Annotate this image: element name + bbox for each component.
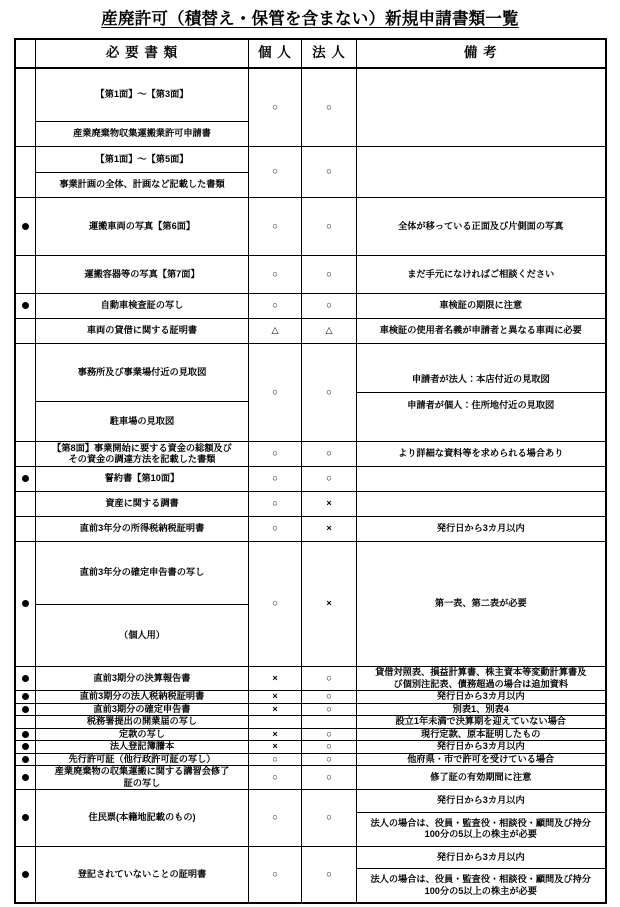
remarks-line: 法人の場合は、役員・監査役・相談役・顧問及び持分 100分の5以上の株主が必要 bbox=[370, 874, 591, 896]
document-name-cell: 運搬容器等の写真【第7面】 bbox=[36, 256, 249, 294]
row-bullet-marker bbox=[15, 147, 36, 198]
remarks-split bbox=[357, 368, 605, 418]
table-row bbox=[15, 344, 606, 442]
document-name-subrow bbox=[36, 542, 248, 604]
row-bullet-marker bbox=[15, 766, 36, 790]
row-bullet-marker bbox=[15, 691, 36, 704]
filled-circle-icon bbox=[22, 302, 29, 309]
individual-mark-cell: ○ bbox=[249, 68, 302, 147]
document-name-cell bbox=[36, 344, 249, 442]
row-bullet-marker bbox=[15, 667, 36, 691]
table-header bbox=[15, 39, 606, 68]
individual-mark-cell: × bbox=[249, 728, 302, 741]
corporation-mark-cell: ○ bbox=[302, 667, 357, 691]
individual-mark-cell: × bbox=[249, 667, 302, 691]
document-name-cell: 登記されていないことの証明書 bbox=[36, 846, 249, 903]
remarks-cell: 発行日から3カ月以内 bbox=[357, 691, 606, 704]
filled-circle-icon bbox=[22, 871, 29, 878]
remarks-cell: 車検証の期限に注意 bbox=[357, 294, 606, 319]
individual-mark-cell: ○ bbox=[249, 753, 302, 766]
corporation-mark-cell: △ bbox=[302, 319, 357, 344]
filled-circle-icon bbox=[22, 223, 29, 230]
remarks-subrow bbox=[357, 847, 605, 869]
corporation-mark-cell: × bbox=[302, 517, 357, 542]
document-name-line: 事業計画の全体、計画など記載した書類 bbox=[59, 179, 225, 189]
remarks-line: 申請者が個人：住所地付近の見取図 bbox=[407, 399, 555, 410]
document-name-cell: 【第8面】事業開始に要する資金の総額及び その資金の調達方法を記載した書類 bbox=[36, 442, 249, 467]
table-row bbox=[15, 790, 606, 847]
filled-circle-icon bbox=[22, 814, 29, 821]
document-name-split bbox=[36, 542, 248, 666]
filled-circle-icon bbox=[22, 675, 29, 682]
document-name-subrow bbox=[36, 604, 248, 666]
remarks-subrow bbox=[357, 393, 605, 418]
table-row bbox=[15, 492, 606, 517]
table-row bbox=[15, 256, 606, 294]
corporation-mark-cell: ○ bbox=[302, 147, 357, 198]
individual-mark-cell: ○ bbox=[249, 846, 302, 903]
table-row bbox=[15, 68, 606, 147]
document-name-line: 直前3年分の確定申告書の写し bbox=[36, 542, 248, 604]
row-bullet-marker bbox=[15, 846, 36, 903]
individual-mark-cell: ○ bbox=[249, 790, 302, 847]
row-bullet-marker bbox=[15, 492, 36, 517]
row-bullet-marker bbox=[15, 716, 36, 729]
document-name-cell: 車両の貸借に関する証明書 bbox=[36, 319, 249, 344]
column-header-remarks: 備 考 bbox=[357, 39, 606, 68]
document-name-cell bbox=[36, 147, 249, 198]
document-name-cell: 資産に関する調書 bbox=[36, 492, 249, 517]
individual-mark-cell: ○ bbox=[249, 147, 302, 198]
corporation-mark-cell: ○ bbox=[302, 753, 357, 766]
table-row bbox=[15, 467, 606, 492]
document-name-subrow bbox=[36, 121, 248, 146]
individual-mark-cell: ○ bbox=[249, 198, 302, 256]
individual-mark-cell: ○ bbox=[249, 542, 302, 667]
remarks-split bbox=[357, 847, 605, 903]
remarks-line: 申請者が法人：本店付近の見取図 bbox=[357, 368, 605, 393]
document-name-cell: 先行許可証（他行政許可証の写し） bbox=[36, 753, 249, 766]
remarks-cell bbox=[357, 846, 606, 903]
row-bullet-marker bbox=[15, 256, 36, 294]
individual-mark-cell: ○ bbox=[249, 442, 302, 467]
document-name-cell bbox=[36, 542, 249, 667]
row-bullet-marker bbox=[15, 68, 36, 147]
document-name-line: 事務所及び事業場付近の見取図 bbox=[36, 344, 248, 401]
row-bullet-marker bbox=[15, 703, 36, 716]
remarks-subrow bbox=[357, 368, 605, 393]
remarks-cell: 全体が移っている正面及び片側面の写真 bbox=[357, 198, 606, 256]
column-header-corporation: 法 人 bbox=[302, 39, 357, 68]
filled-circle-icon bbox=[22, 706, 29, 713]
corporation-mark-cell: ○ bbox=[302, 691, 357, 704]
remarks-cell bbox=[357, 467, 606, 492]
filled-circle-icon bbox=[22, 600, 29, 607]
document-name-subrow bbox=[36, 172, 248, 197]
row-bullet-marker bbox=[15, 790, 36, 847]
filled-circle-icon bbox=[22, 743, 29, 750]
document-name-line: （個人用） bbox=[119, 629, 165, 640]
corporation-mark-cell: ○ bbox=[302, 790, 357, 847]
individual-mark-cell: ○ bbox=[249, 294, 302, 319]
document-name-cell: 直前3年分の所得税納税証明書 bbox=[36, 517, 249, 542]
page-title bbox=[0, 0, 620, 33]
remarks-cell: 修了証の有効期間に注意 bbox=[357, 766, 606, 790]
row-bullet-marker bbox=[15, 442, 36, 467]
page-title-text: 産廃許可（積替え・保管を含まない）新規申請書類一覧 bbox=[101, 10, 519, 28]
row-bullet-marker bbox=[15, 319, 36, 344]
corporation-mark-cell: ○ bbox=[302, 728, 357, 741]
remarks-cell: 別表1、別表4 bbox=[357, 703, 606, 716]
table-row bbox=[15, 294, 606, 319]
table-row bbox=[15, 319, 606, 344]
remarks-cell: 他府県・市で許可を受けている場合 bbox=[357, 753, 606, 766]
remarks-cell bbox=[357, 790, 606, 847]
individual-mark-cell: × bbox=[249, 691, 302, 704]
remarks-cell: より詳細な資料等を求められる場合あり bbox=[357, 442, 606, 467]
row-bullet-marker bbox=[15, 753, 36, 766]
document-name-split bbox=[36, 344, 248, 441]
individual-mark-cell: ○ bbox=[249, 344, 302, 442]
corporation-mark-cell: ○ bbox=[302, 467, 357, 492]
remarks-cell: まだ手元になければご相談ください bbox=[357, 256, 606, 294]
remarks-cell bbox=[357, 344, 606, 442]
remarks-line: 発行日から3カ月以内 bbox=[357, 847, 605, 869]
individual-mark-cell: ○ bbox=[249, 766, 302, 790]
document-name-cell: 法人登記簿謄本 bbox=[36, 741, 249, 754]
remarks-cell bbox=[357, 492, 606, 517]
remarks-cell: 発行日から3カ月以内 bbox=[357, 517, 606, 542]
document-name-cell: 産業廃棄物の収集運搬に関する講習会修了 証の写し bbox=[36, 766, 249, 790]
row-bullet-marker bbox=[15, 728, 36, 741]
requirements-table bbox=[14, 38, 607, 904]
row-bullet-marker bbox=[15, 294, 36, 319]
filled-circle-icon bbox=[22, 731, 29, 738]
table-row bbox=[15, 728, 606, 741]
document-name-cell bbox=[36, 68, 249, 147]
row-bullet-marker bbox=[15, 467, 36, 492]
remarks-cell: 発行日から3カ月以内 bbox=[357, 741, 606, 754]
individual-mark-cell: ○ bbox=[249, 517, 302, 542]
document-name-subrow bbox=[36, 69, 248, 121]
corporation-mark-cell: ○ bbox=[302, 766, 357, 790]
row-bullet-marker bbox=[15, 198, 36, 256]
corporation-mark-cell: ○ bbox=[302, 442, 357, 467]
corporation-mark-cell: ○ bbox=[302, 198, 357, 256]
document-name-split bbox=[36, 147, 248, 197]
corporation-mark-cell: × bbox=[302, 492, 357, 517]
document-name-cell: 直前3期分の法人税納税証明書 bbox=[36, 691, 249, 704]
remarks-cell bbox=[357, 68, 606, 147]
document-name-line: 駐車場の見取図 bbox=[109, 415, 175, 426]
column-header-individual: 個 人 bbox=[249, 39, 302, 68]
individual-mark-cell: × bbox=[249, 741, 302, 754]
row-bullet-marker bbox=[15, 542, 36, 667]
document-name-cell: 住民票(本籍地記載のもの) bbox=[36, 790, 249, 847]
individual-mark-cell bbox=[249, 716, 302, 729]
corporation-mark-cell: ○ bbox=[302, 344, 357, 442]
document-name-cell: 直前3期分の決算報告書 bbox=[36, 667, 249, 691]
document-name-line: 【第1面】～【第3面】 bbox=[36, 69, 248, 121]
row-bullet-marker bbox=[15, 741, 36, 754]
document-name-subrow bbox=[36, 401, 248, 441]
document-name-subrow bbox=[36, 147, 248, 172]
table-row bbox=[15, 691, 606, 704]
corporation-mark-cell: ○ bbox=[302, 741, 357, 754]
corporation-mark-cell: ○ bbox=[302, 68, 357, 147]
document-name-cell: 直前3期分の確定申告書 bbox=[36, 703, 249, 716]
remarks-subrow bbox=[357, 869, 605, 903]
table-row bbox=[15, 198, 606, 256]
corporation-mark-cell bbox=[302, 716, 357, 729]
document-name-cell: 定款の写し bbox=[36, 728, 249, 741]
document-name-subrow bbox=[36, 344, 248, 401]
table-row bbox=[15, 846, 606, 903]
table-row bbox=[15, 741, 606, 754]
table-row bbox=[15, 667, 606, 691]
filled-circle-icon bbox=[22, 774, 29, 781]
table-row bbox=[15, 147, 606, 198]
filled-circle-icon bbox=[22, 756, 29, 763]
table-row bbox=[15, 766, 606, 790]
document-name-cell: 税務署提出の開業届の写し bbox=[36, 716, 249, 729]
corporation-mark-cell: ○ bbox=[302, 846, 357, 903]
remarks-cell: 貸借対照表、損益計算書、株主資本等変動計算書及 び個別注記表、債務超過の場合は追加資料 bbox=[357, 667, 606, 691]
document-name-cell: 自動車検査証の写し bbox=[36, 294, 249, 319]
column-header-documents: 必 要 書 類 bbox=[36, 39, 249, 68]
individual-mark-cell: ○ bbox=[249, 467, 302, 492]
table-row bbox=[15, 703, 606, 716]
corporation-mark-cell: ○ bbox=[302, 256, 357, 294]
filled-circle-icon bbox=[22, 693, 29, 700]
document-name-cell: 誓約書【第10面】 bbox=[36, 467, 249, 492]
individual-mark-cell: ○ bbox=[249, 492, 302, 517]
corporation-mark-cell: × bbox=[302, 542, 357, 667]
table-row bbox=[15, 542, 606, 667]
individual-mark-cell: △ bbox=[249, 319, 302, 344]
remarks-cell: 現行定款、原本証明したもの bbox=[357, 728, 606, 741]
remarks-cell: 設立1年未満で決算期を迎えていない場合 bbox=[357, 716, 606, 729]
remarks-cell bbox=[357, 147, 606, 198]
row-bullet-marker bbox=[15, 344, 36, 442]
row-bullet-marker bbox=[15, 517, 36, 542]
column-header-bullet bbox=[15, 39, 36, 68]
corporation-mark-cell: ○ bbox=[302, 294, 357, 319]
corporation-mark-cell: ○ bbox=[302, 703, 357, 716]
filled-circle-icon bbox=[22, 475, 29, 482]
remarks-split bbox=[357, 790, 605, 846]
table-body bbox=[15, 68, 606, 903]
document-name-line: 【第1面】～【第5面】 bbox=[36, 147, 248, 172]
table-row bbox=[15, 753, 606, 766]
individual-mark-cell: × bbox=[249, 703, 302, 716]
remarks-cell: 車検証の使用者名義が申請者と異なる車両に必要 bbox=[357, 319, 606, 344]
table-row bbox=[15, 517, 606, 542]
remarks-subrow bbox=[357, 812, 605, 846]
table-header-row bbox=[15, 39, 606, 68]
remarks-line: 法人の場合は、役員・監査役・相談役・顧問及び持分 100分の5以上の株主が必要 bbox=[370, 817, 591, 839]
table-row bbox=[15, 716, 606, 729]
document-name-cell: 運搬車両の写真【第6面】 bbox=[36, 198, 249, 256]
document-name-line: 産業廃棄物収集運搬業許可申請書 bbox=[73, 128, 211, 138]
document-name-split bbox=[36, 69, 248, 146]
table-row bbox=[15, 442, 606, 467]
remarks-subrow bbox=[357, 790, 605, 812]
remarks-cell: 第一表、第二表が必要 bbox=[357, 542, 606, 667]
remarks-line: 発行日から3カ月以内 bbox=[357, 790, 605, 812]
individual-mark-cell: ○ bbox=[249, 256, 302, 294]
